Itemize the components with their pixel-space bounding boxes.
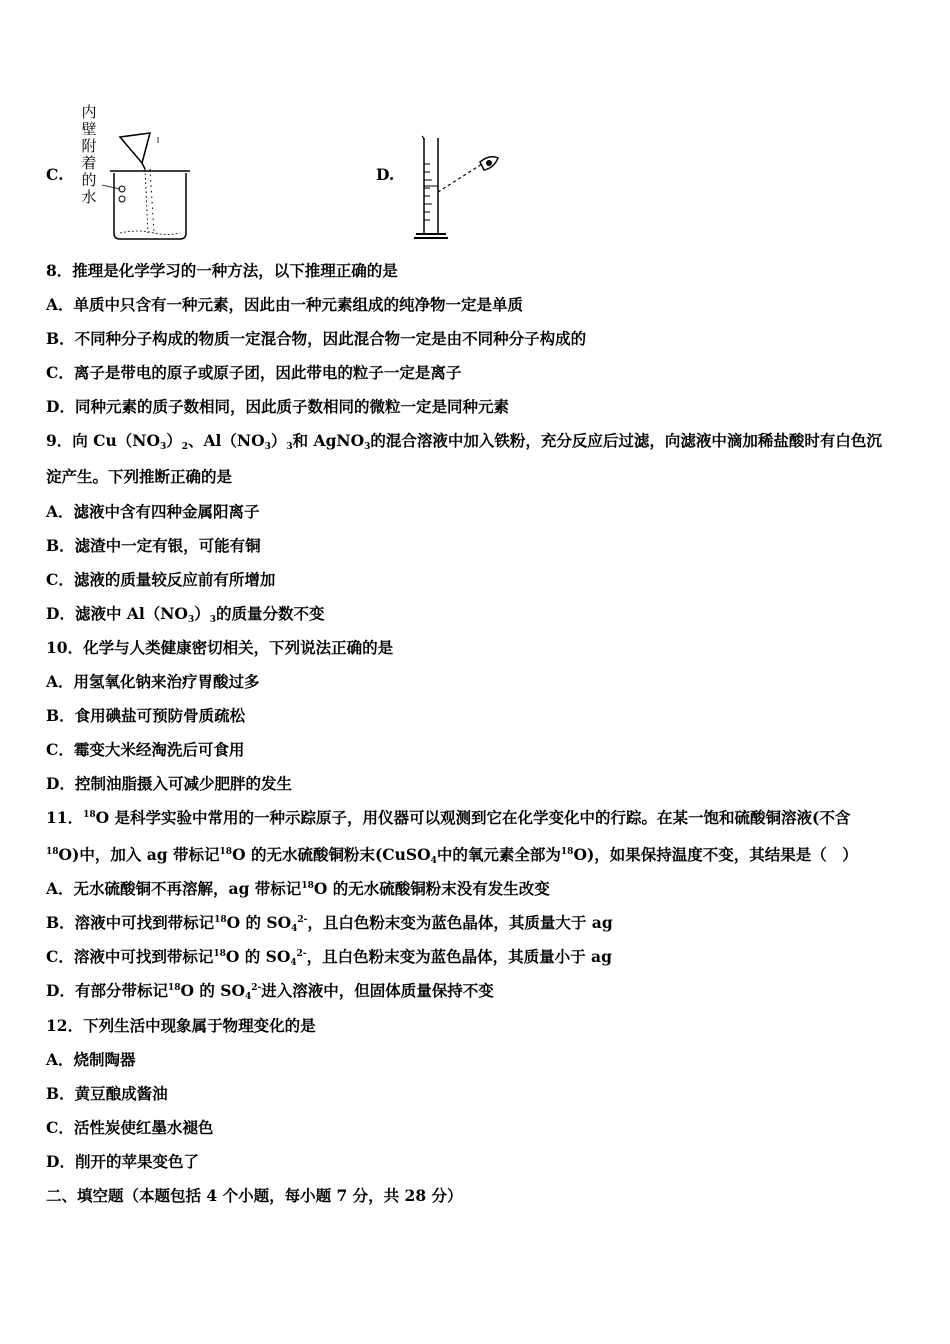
q9-option-a: A．滤液中含有四种金属阳离子	[46, 502, 260, 521]
q12-stem: 12．下列生活中现象属于物理变化的是	[46, 1016, 316, 1035]
q11-stem-line1: 11．$^{18}$O 是科学实验中常用的一种示踪原子，用仪器可以观测到它在化学变化中的行踪。在某一饱和硫酸铜溶液(不含	[46, 808, 851, 827]
section2-title: 二、填空题（本题包括 4 个小题，每小题 7 分，共 28 分）	[46, 1186, 463, 1205]
q8-option-b: B．不同种分子构成的物质一定混合物，因此混合物一定是由不同种分子构成的	[46, 329, 587, 348]
q9-stem-line1: 9．向 $Cu(NO_3)_2$、$Al(NO_3)_3$和 AgNO$_3$的混合溶液中加入铁粉，充分反应后过滤，向滤液中滴加稀盐酸时有白色沉	[46, 431, 882, 452]
beaker-funnel-figure	[98, 125, 208, 245]
q10-stem: 10．化学与人类健康密切相关，下列说法正确的是	[46, 638, 394, 657]
q12-option-a: A．烧制陶器	[46, 1050, 136, 1069]
q8-option-a: A．单质中只含有一种元素，因此由一种元素组成的纯净物一定是单质	[46, 295, 524, 314]
q10-option-c: C．霉变大米经淘洗后可食用	[46, 740, 245, 759]
inner-wall-water-label: 内 壁 附 着 的 水	[81, 103, 97, 206]
q8-stem: 8．推理是化学学习的一种方法，以下推理正确的是	[46, 261, 398, 280]
graduated-cylinder-figure	[410, 134, 510, 244]
q8-option-c: C．离子是带电的原子或原子团，因此带电的粒子一定是离子	[46, 363, 462, 382]
q11-option-b: B．溶液中可找到带标记$^{18}$O 的 $SO_4^{2-}$，且白色粉末变为蓝色晶体，其质量大于 ag	[46, 913, 613, 934]
q12-option-d: D．削开的苹果变色了	[46, 1152, 199, 1171]
q8-option-d: D．同种元素的质子数相同，因此质子数相同的微粒一定是同种元素	[46, 397, 509, 416]
beaker-funnel-drawing	[98, 125, 208, 245]
q9-option-b: B．滤渣中一定有银，可能有铜	[46, 536, 261, 555]
q10-option-b: B．食用碘盐可预防骨质疏松	[46, 706, 246, 725]
q9-stem-line2: 淀产生。下列推断正确的是	[46, 467, 233, 486]
q12-option-c: C．活性炭使红墨水褪色	[46, 1118, 214, 1137]
option-d-label: D.	[376, 165, 395, 184]
q11-option-c: C．溶液中可找到带标记$^{18}$O 的 $SO_4^{2-}$，且白色粉末变为蓝色晶体，其质量小于 ag	[46, 947, 612, 968]
q11-stem-line2: $^{18}$O)中，加入 ag 带标记$^{18}$O 的无水硫酸铜粉末(CuSO$_4$中的氧元素全部为$^{18}$O)，如果保持温度不变，其结果是（ ）	[46, 845, 858, 866]
q11-option-a: A．无水硫酸铜不再溶解，ag 带标记$^{18}$O 的无水硫酸铜粉末没有发生改变	[46, 879, 550, 898]
q10-option-d: D．控制油脂摄入可减少肥胖的发生	[46, 774, 292, 793]
q9-option-c: C．滤液的质量较反应前有所增加	[46, 570, 276, 589]
q11-option-d: D．有部分带标记$^{18}$O 的 $SO_4^{2-}$进入溶液中，但固体质量保持不变	[46, 981, 494, 1002]
q12-option-b: B．黄豆酿成酱油	[46, 1084, 168, 1103]
q10-option-a: A．用氢氧化钠来治疗胃酸过多	[46, 672, 260, 691]
q9-option-d: D．滤液中 $Al(NO_3)_3$的质量分数不变	[46, 604, 325, 625]
graduated-cylinder-drawing	[410, 134, 510, 244]
option-c-label: C.	[46, 165, 64, 184]
